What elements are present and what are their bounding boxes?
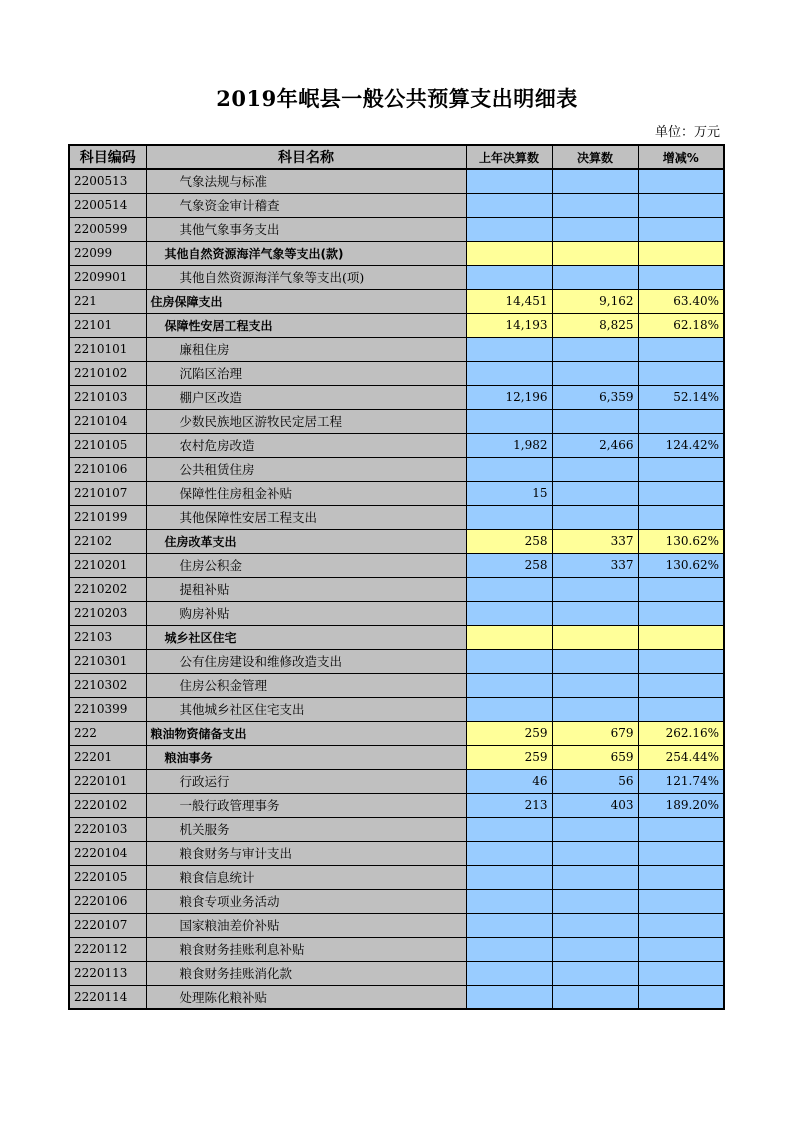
row-name: 廉租住房	[146, 337, 466, 361]
row-name: 其他保障性安居工程支出	[146, 505, 466, 529]
unit-label: 单位：万元	[654, 125, 720, 140]
row-code: 2220105	[69, 865, 146, 889]
table-row	[69, 649, 724, 673]
row-code: 2210302	[69, 673, 146, 697]
row-code: 2210202	[69, 577, 146, 601]
row-actual	[552, 337, 638, 361]
row-code: 2210103	[69, 385, 146, 409]
row-prev-year	[466, 889, 552, 913]
row-name: 粮食信息统计	[146, 865, 466, 889]
row-change	[638, 193, 724, 217]
row-change	[638, 457, 724, 481]
row-actual: 337	[552, 553, 638, 577]
row-prev-year	[466, 841, 552, 865]
row-prev-year	[466, 169, 552, 193]
table-row	[69, 481, 724, 505]
row-code: 2220112	[69, 937, 146, 961]
row-code: 2210105	[69, 433, 146, 457]
table-row	[69, 577, 724, 601]
table-row	[69, 433, 724, 457]
row-change	[638, 817, 724, 841]
row-actual	[552, 241, 638, 265]
row-code: 22101	[69, 313, 146, 337]
row-name: 城乡社区住宅	[146, 625, 466, 649]
row-actual: 679	[552, 721, 638, 745]
table-row	[69, 169, 724, 193]
row-name: 住房保障支出	[146, 289, 466, 313]
row-change	[638, 409, 724, 433]
row-code: 222	[69, 721, 146, 745]
row-change: 254.44%	[638, 745, 724, 769]
row-name: 气象资金审计稽查	[146, 193, 466, 217]
row-code: 221	[69, 289, 146, 313]
table-row	[69, 241, 724, 265]
row-change	[638, 841, 724, 865]
row-prev-year: 259	[466, 721, 552, 745]
row-change	[638, 985, 724, 1009]
row-change: 130.62%	[638, 553, 724, 577]
row-prev-year	[466, 865, 552, 889]
row-name: 粮油物资储备支出	[146, 721, 466, 745]
row-prev-year	[466, 265, 552, 289]
row-change	[638, 169, 724, 193]
row-change: 52.14%	[638, 385, 724, 409]
row-name: 其他气象事务支出	[146, 217, 466, 241]
row-change	[638, 241, 724, 265]
row-code: 2220113	[69, 961, 146, 985]
row-prev-year	[466, 961, 552, 985]
table-row	[69, 721, 724, 745]
row-change: 124.42%	[638, 433, 724, 457]
table-row	[69, 769, 724, 793]
row-name: 气象法规与标准	[146, 169, 466, 193]
table-row	[69, 313, 724, 337]
row-prev-year: 12,196	[466, 385, 552, 409]
row-actual	[552, 217, 638, 241]
table-row	[69, 793, 724, 817]
row-name: 提租补贴	[146, 577, 466, 601]
row-prev-year	[466, 577, 552, 601]
table-row	[69, 289, 724, 313]
header-row	[69, 145, 724, 169]
row-prev-year	[466, 913, 552, 937]
header-change: 增减%	[638, 145, 724, 169]
row-code: 2200514	[69, 193, 146, 217]
row-code: 2210106	[69, 457, 146, 481]
row-change	[638, 625, 724, 649]
row-change: 63.40%	[638, 289, 724, 313]
header-actual: 决算数	[552, 145, 638, 169]
row-code: 2220102	[69, 793, 146, 817]
row-change: 130.62%	[638, 529, 724, 553]
row-actual	[552, 961, 638, 985]
row-name: 购房补贴	[146, 601, 466, 625]
table-header	[69, 145, 724, 169]
row-actual	[552, 649, 638, 673]
table-row	[69, 337, 724, 361]
header-name: 科目名称	[146, 145, 466, 169]
row-prev-year	[466, 193, 552, 217]
table-row	[69, 913, 724, 937]
row-name: 其他自然资源海洋气象等支出(款)	[146, 241, 466, 265]
row-prev-year: 258	[466, 553, 552, 577]
row-code: 2220114	[69, 985, 146, 1009]
row-prev-year: 14,451	[466, 289, 552, 313]
row-name: 公共租赁住房	[146, 457, 466, 481]
row-actual	[552, 481, 638, 505]
row-prev-year: 15	[466, 481, 552, 505]
row-code: 2210201	[69, 553, 146, 577]
row-actual	[552, 265, 638, 289]
row-code: 2220104	[69, 841, 146, 865]
row-actual: 659	[552, 745, 638, 769]
row-name: 其他城乡社区住宅支出	[146, 697, 466, 721]
row-prev-year	[466, 241, 552, 265]
row-actual: 403	[552, 793, 638, 817]
row-code: 2210107	[69, 481, 146, 505]
row-change	[638, 649, 724, 673]
row-change	[638, 601, 724, 625]
row-name: 公有住房建设和维修改造支出	[146, 649, 466, 673]
row-name: 农村危房改造	[146, 433, 466, 457]
table-row	[69, 625, 724, 649]
row-change	[638, 577, 724, 601]
row-name: 国家粮油差价补贴	[146, 913, 466, 937]
row-change	[638, 217, 724, 241]
row-change	[638, 865, 724, 889]
table-row	[69, 553, 724, 577]
table-row	[69, 697, 724, 721]
table-row	[69, 505, 724, 529]
row-change	[638, 673, 724, 697]
row-code: 2200513	[69, 169, 146, 193]
row-code: 2210301	[69, 649, 146, 673]
table-row	[69, 985, 724, 1009]
row-prev-year: 258	[466, 529, 552, 553]
row-prev-year	[466, 337, 552, 361]
row-name: 住房公积金管理	[146, 673, 466, 697]
header-prev-year: 上年决算数	[466, 145, 552, 169]
row-code: 2210203	[69, 601, 146, 625]
row-name: 保障性安居工程支出	[146, 313, 466, 337]
row-change	[638, 265, 724, 289]
table-row	[69, 841, 724, 865]
row-actual	[552, 673, 638, 697]
row-actual	[552, 577, 638, 601]
row-code: 2210104	[69, 409, 146, 433]
row-name: 住房公积金	[146, 553, 466, 577]
row-code: 22103	[69, 625, 146, 649]
row-code: 2220101	[69, 769, 146, 793]
table-row	[69, 217, 724, 241]
row-name: 粮油事务	[146, 745, 466, 769]
row-change: 62.18%	[638, 313, 724, 337]
row-code: 2209901	[69, 265, 146, 289]
row-code: 2210102	[69, 361, 146, 385]
budget-table	[68, 144, 725, 1010]
row-code: 2210399	[69, 697, 146, 721]
row-actual	[552, 889, 638, 913]
row-prev-year: 46	[466, 769, 552, 793]
table-row	[69, 457, 724, 481]
table-row	[69, 865, 724, 889]
table-row	[69, 745, 724, 769]
row-prev-year	[466, 937, 552, 961]
row-actual: 8,825	[552, 313, 638, 337]
row-actual	[552, 457, 638, 481]
row-code: 2220106	[69, 889, 146, 913]
row-change	[638, 361, 724, 385]
table-row	[69, 961, 724, 985]
row-change	[638, 889, 724, 913]
row-change	[638, 961, 724, 985]
row-actual	[552, 841, 638, 865]
row-actual	[552, 169, 638, 193]
row-prev-year	[466, 505, 552, 529]
row-actual	[552, 937, 638, 961]
row-actual: 2,466	[552, 433, 638, 457]
row-change	[638, 505, 724, 529]
row-name: 少数民族地区游牧民定居工程	[146, 409, 466, 433]
row-name: 机关服务	[146, 817, 466, 841]
row-prev-year	[466, 361, 552, 385]
row-name: 其他自然资源海洋气象等支出(项)	[146, 265, 466, 289]
row-change	[638, 913, 724, 937]
row-change: 262.16%	[638, 721, 724, 745]
row-code: 2200599	[69, 217, 146, 241]
row-actual	[552, 913, 638, 937]
row-actual	[552, 625, 638, 649]
table-row	[69, 937, 724, 961]
row-prev-year: 259	[466, 745, 552, 769]
row-actual	[552, 697, 638, 721]
row-actual	[552, 817, 638, 841]
row-prev-year: 213	[466, 793, 552, 817]
row-name: 粮食财务与审计支出	[146, 841, 466, 865]
row-change	[638, 697, 724, 721]
row-code: 22099	[69, 241, 146, 265]
row-name: 一般行政管理事务	[146, 793, 466, 817]
row-code: 2220107	[69, 913, 146, 937]
row-actual: 337	[552, 529, 638, 553]
row-prev-year	[466, 817, 552, 841]
table-row	[69, 193, 724, 217]
table-row	[69, 889, 724, 913]
row-actual	[552, 409, 638, 433]
row-name: 粮食财务挂账消化款	[146, 961, 466, 985]
row-prev-year	[466, 673, 552, 697]
table-row	[69, 817, 724, 841]
table-row	[69, 361, 724, 385]
row-change: 189.20%	[638, 793, 724, 817]
row-name: 沉陷区治理	[146, 361, 466, 385]
row-change	[638, 481, 724, 505]
table-row	[69, 673, 724, 697]
row-name: 棚户区改造	[146, 385, 466, 409]
row-actual: 9,162	[552, 289, 638, 313]
table-row	[69, 385, 724, 409]
row-actual	[552, 193, 638, 217]
row-actual	[552, 865, 638, 889]
row-prev-year	[466, 985, 552, 1009]
table-row	[69, 409, 724, 433]
row-actual: 6,359	[552, 385, 638, 409]
row-actual	[552, 361, 638, 385]
row-prev-year	[466, 409, 552, 433]
table-row	[69, 265, 724, 289]
row-change	[638, 337, 724, 361]
row-name: 住房改革支出	[146, 529, 466, 553]
row-code: 22201	[69, 745, 146, 769]
row-prev-year: 1,982	[466, 433, 552, 457]
page-title: 2019年岷县一般公共预算支出明细表	[216, 86, 578, 111]
row-change: 121.74%	[638, 769, 724, 793]
table-row	[69, 529, 724, 553]
row-prev-year: 14,193	[466, 313, 552, 337]
row-actual	[552, 601, 638, 625]
header-code: 科目编码	[69, 145, 146, 169]
row-actual	[552, 985, 638, 1009]
row-code: 2220103	[69, 817, 146, 841]
table-row	[69, 601, 724, 625]
row-actual	[552, 505, 638, 529]
row-name: 处理陈化粮补贴	[146, 985, 466, 1009]
row-name: 粮食专项业务活动	[146, 889, 466, 913]
row-code: 22102	[69, 529, 146, 553]
row-actual: 56	[552, 769, 638, 793]
row-prev-year	[466, 601, 552, 625]
row-change	[638, 937, 724, 961]
row-prev-year	[466, 457, 552, 481]
row-prev-year	[466, 217, 552, 241]
row-name: 行政运行	[146, 769, 466, 793]
row-code: 2210199	[69, 505, 146, 529]
row-code: 2210101	[69, 337, 146, 361]
row-prev-year	[466, 697, 552, 721]
table-body	[69, 169, 724, 1009]
row-prev-year	[466, 625, 552, 649]
row-name: 粮食财务挂账利息补贴	[146, 937, 466, 961]
row-name: 保障性住房租金补贴	[146, 481, 466, 505]
row-prev-year	[466, 649, 552, 673]
